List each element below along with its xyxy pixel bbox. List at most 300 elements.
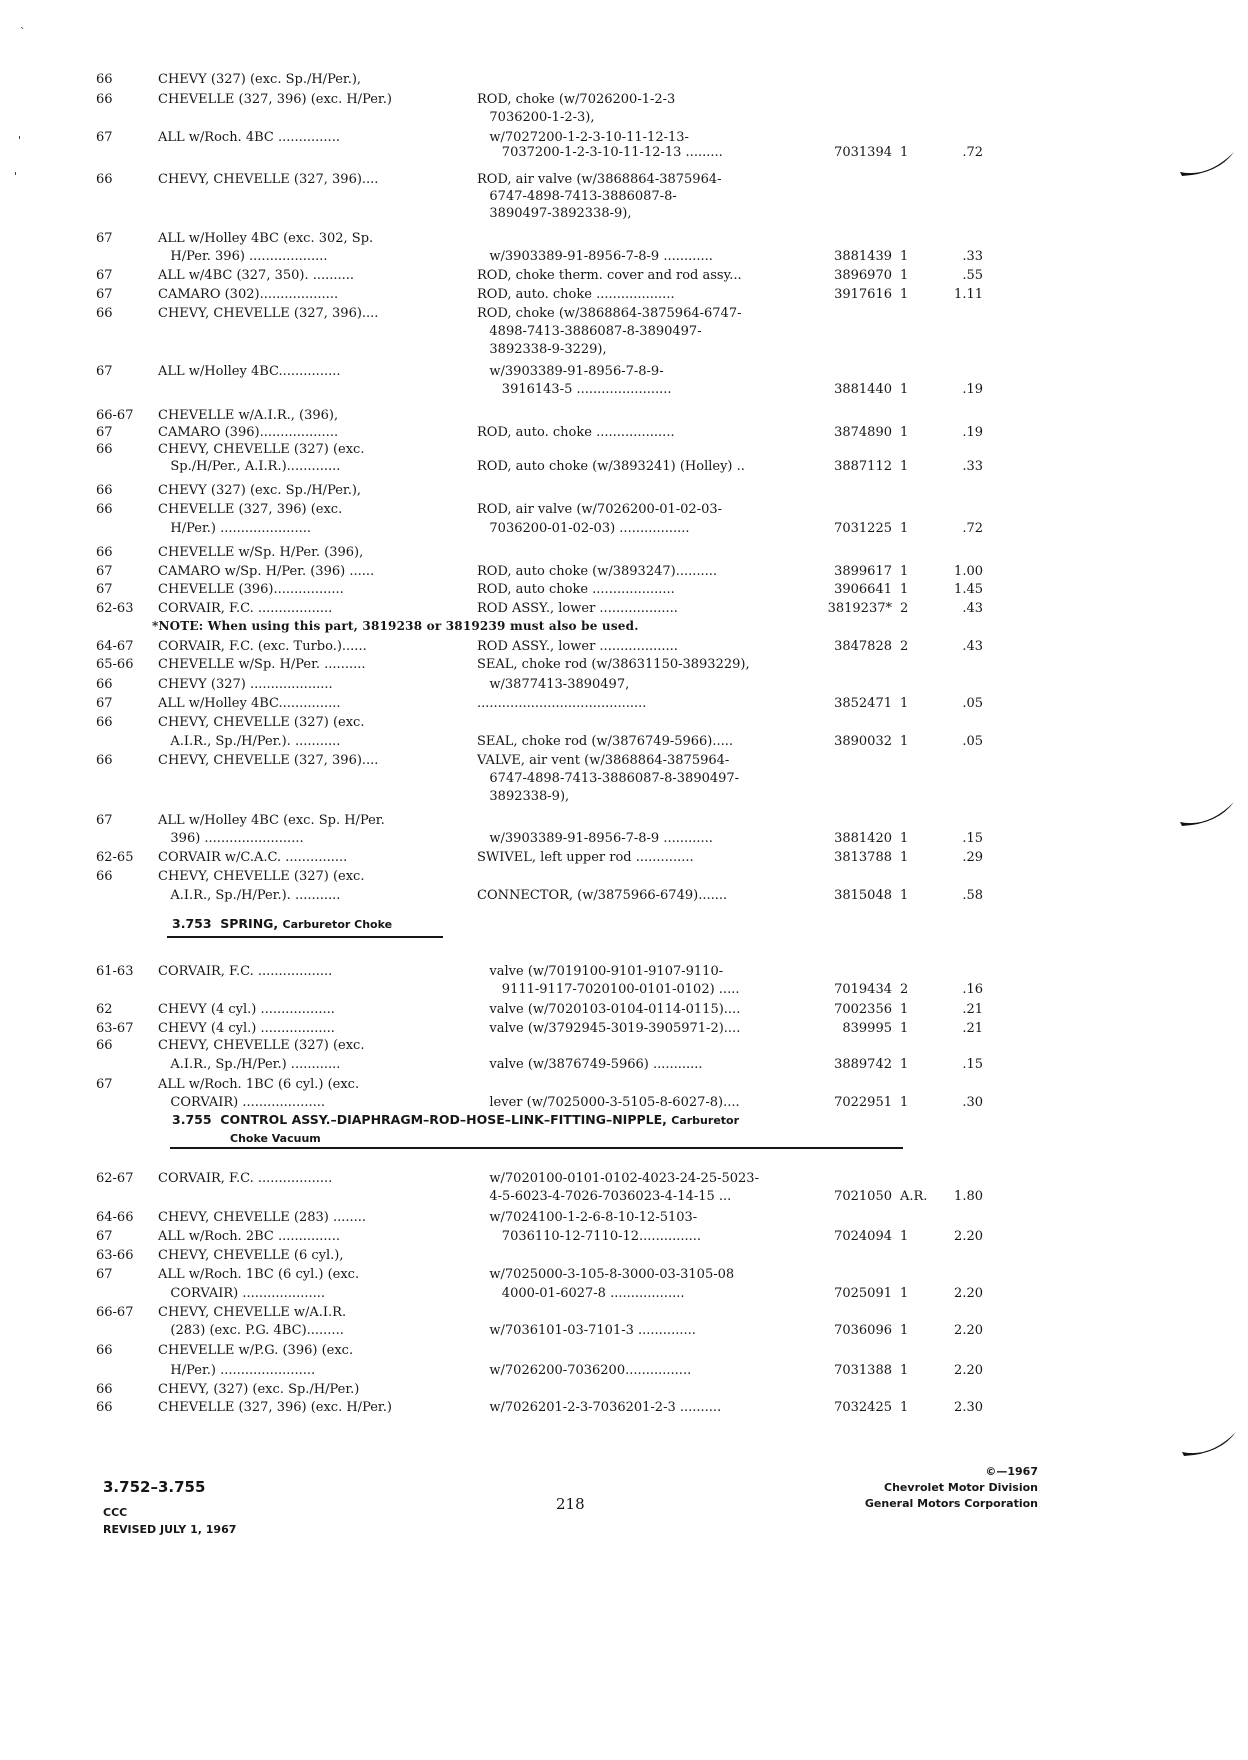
cell-model: CORVAIR w/C.A.C. ............... <box>158 850 348 865</box>
cell-price: 1.45 <box>954 582 983 597</box>
cell-part: 3889742 <box>834 1057 892 1072</box>
footer-code: CCC <box>103 1506 128 1519</box>
table-row <box>0 519 1248 539</box>
cell-part: 3881420 <box>834 831 892 846</box>
section-subtitle-cont: Choke Vacuum <box>230 1132 321 1145</box>
cell-model: 396) ........................ <box>158 831 304 846</box>
cell-desc: w/7024100-1-2-6-8-10-12-5103- <box>477 1210 698 1225</box>
cell-desc: 4898-7413-3886087-8-3890497- <box>477 324 702 339</box>
cell-desc: 7036110-12-7110-12............... <box>477 1229 702 1244</box>
page-number: 218 <box>556 1495 585 1513</box>
cell-model: CHEVY, CHEVELLE (327) (exc. <box>158 442 365 457</box>
cell-model: CHEVY, CHEVELLE (327, 396).... <box>158 306 379 321</box>
section-title: SPRING, <box>220 916 279 931</box>
cell-model: CHEVY (327) (exc. Sp./H/Per.), <box>158 72 362 87</box>
table-row <box>0 1303 1248 1323</box>
cell-price: .33 <box>962 459 983 474</box>
cell-price: 2.30 <box>954 1400 983 1415</box>
cell-qty: 1 <box>900 1286 909 1301</box>
table-row <box>0 204 1248 224</box>
cell-part: 3847828 <box>834 639 892 654</box>
cell-desc: 3916143-5 ....................... <box>477 382 672 397</box>
cell-qty: 1 <box>900 425 909 440</box>
cell-year: 62-67 <box>96 1171 134 1186</box>
table-row <box>0 1284 1248 1304</box>
cell-part: 7031225 <box>834 521 892 536</box>
table-row <box>0 1398 1248 1418</box>
cell-price: .43 <box>962 639 983 654</box>
cell-qty: 1 <box>900 831 909 846</box>
section-subtitle: Carburetor <box>671 1114 740 1127</box>
cell-desc: ROD, choke therm. cover and rod assy... <box>477 268 742 283</box>
scan-speck: ' <box>14 170 18 183</box>
cell-desc: 9111-9117-7020100-0101-0102) ..... <box>477 982 740 997</box>
table-row <box>0 886 1248 906</box>
cell-desc: CONNECTOR, (w/3875966-6749)....... <box>477 888 728 903</box>
table-row <box>0 848 1248 868</box>
cell-model: ALL w/Roch. 1BC (6 cyl.) (exc. <box>158 1077 360 1092</box>
cell-price: 2.20 <box>954 1286 983 1301</box>
cell-model: ALL w/4BC (327, 350). .......... <box>158 268 355 283</box>
section-underline <box>170 1147 903 1149</box>
cell-model: CAMARO (396)................... <box>158 425 339 440</box>
cell-model: CHEVY (4 cyl.) .................. <box>158 1021 335 1036</box>
cell-qty: 1 <box>900 582 909 597</box>
scan-speck: ` <box>20 26 26 39</box>
cell-desc: w/3903389-91-8956-7-8-9 ............ <box>477 831 713 846</box>
cell-model: CHEVY, (327) (exc. Sp./H/Per.) <box>158 1382 360 1397</box>
cell-desc: ROD, choke (w/3868864-3875964-6747- <box>477 306 742 321</box>
cell-qty: 1 <box>900 459 909 474</box>
cell-part: 3852471 <box>834 696 892 711</box>
cell-price: .05 <box>962 696 983 711</box>
cell-qty: 1 <box>900 287 909 302</box>
cell-price: .21 <box>962 1021 983 1036</box>
scan-speck: ' <box>18 134 22 147</box>
table-row <box>0 143 1248 163</box>
table-row <box>0 90 1248 110</box>
cell-qty: 1 <box>900 888 909 903</box>
cell-year: 65-66 <box>96 657 134 672</box>
cell-model: H/Per. 396) ................... <box>158 249 328 264</box>
binder-mark-icon <box>1178 148 1238 182</box>
cell-model: ALL w/Roch. 2BC ............... <box>158 1229 340 1244</box>
table-row <box>0 380 1248 400</box>
cell-price: 1.11 <box>954 287 983 302</box>
table-row <box>0 562 1248 582</box>
cell-price: .30 <box>962 1095 983 1110</box>
cell-part: 3887112 <box>834 459 892 474</box>
usage-note <box>0 616 1248 636</box>
cell-model: ALL w/Holley 4BC............... <box>158 364 341 379</box>
table-row <box>0 500 1248 520</box>
cell-model: CAMARO w/Sp. H/Per. (396) ...... <box>158 564 375 579</box>
cell-year: 66-67 <box>96 408 134 423</box>
cell-year: 66 <box>96 172 113 187</box>
cell-part: 7025091 <box>834 1286 892 1301</box>
cell-model: CAMARO (302)................... <box>158 287 339 302</box>
table-row <box>0 362 1248 382</box>
cell-model: ALL w/Roch. 1BC (6 cyl.) (exc. <box>158 1267 360 1282</box>
cell-part: 3881440 <box>834 382 892 397</box>
cell-year: 67 <box>96 268 113 283</box>
cell-part: 3906641 <box>834 582 892 597</box>
cell-desc: valve (w/3792945-3019-3905971-2).... <box>477 1021 741 1036</box>
cell-desc: w/3877413-3890497, <box>477 677 630 692</box>
cell-qty: 1 <box>900 734 909 749</box>
cell-year: 62-63 <box>96 601 134 616</box>
cell-price: .15 <box>962 831 983 846</box>
section-heading-3755 <box>172 1111 739 1130</box>
footer-section-range: 3.752–3.755 <box>103 1478 206 1496</box>
table-row <box>0 247 1248 267</box>
cell-desc: ROD, auto choke (w/3893241) (Holley) .. <box>477 459 745 474</box>
cell-desc: w/7025000-3-105-8-3000-03-3105-08 <box>477 1267 735 1282</box>
cell-desc: ROD, auto. choke ................... <box>477 287 675 302</box>
cell-model: CHEVELLE (396)................. <box>158 582 344 597</box>
cell-model: CORVAIR, F.C. (exc. Turbo.)...... <box>158 639 367 654</box>
cell-model: CHEVY, CHEVELLE (327, 396).... <box>158 753 379 768</box>
table-row <box>0 811 1248 831</box>
cell-price: 2.20 <box>954 1363 983 1378</box>
table-row <box>0 543 1248 563</box>
cell-desc: ROD, auto. choke ................... <box>477 425 675 440</box>
cell-desc: w/7020100-0101-0102-4023-24-25-5023- <box>477 1171 759 1186</box>
table-row <box>0 1361 1248 1381</box>
section-number: 3.755 <box>172 1112 212 1127</box>
cell-year: 67 <box>96 425 113 440</box>
cell-model: H/Per.) ...................... <box>158 521 312 536</box>
cell-part: 3890032 <box>834 734 892 749</box>
table-row <box>0 1187 1248 1207</box>
table-row <box>0 108 1248 128</box>
cell-part: 3819237* <box>827 601 892 616</box>
cell-qty: 1 <box>900 382 909 397</box>
cell-qty: 1 <box>900 521 909 536</box>
cell-year: 63-66 <box>96 1248 134 1263</box>
cell-qty: 1 <box>900 1021 909 1036</box>
cell-qty: 1 <box>900 1229 909 1244</box>
table-row <box>0 1036 1248 1056</box>
cell-price: .19 <box>962 382 983 397</box>
cell-desc: ROD, auto choke (w/3893247).......... <box>477 564 718 579</box>
cell-part: 7031388 <box>834 1363 892 1378</box>
table-row <box>0 751 1248 771</box>
table-row <box>0 1246 1248 1266</box>
cell-year: 66 <box>96 442 113 457</box>
table-row <box>0 962 1248 982</box>
table-row <box>0 1093 1248 1113</box>
cell-desc: w/3903389-91-8956-7-8-9- <box>477 364 664 379</box>
table-row <box>0 867 1248 887</box>
cell-price: .19 <box>962 425 983 440</box>
cell-part: 7021050 <box>834 1189 892 1204</box>
table-row <box>0 481 1248 501</box>
cell-year: 62-65 <box>96 850 134 865</box>
cell-year: 66 <box>96 72 113 87</box>
cell-model: CHEVY, CHEVELLE (327) (exc. <box>158 1038 365 1053</box>
table-row <box>0 340 1248 360</box>
cell-part: 7036096 <box>834 1323 892 1338</box>
cell-desc: lever (w/7025000-3-5105-8-6027-8).... <box>477 1095 740 1110</box>
cell-year: 66 <box>96 545 113 560</box>
cell-desc: 3890497-3892338-9), <box>477 206 632 221</box>
table-row <box>0 229 1248 249</box>
cell-qty: 1 <box>900 564 909 579</box>
section-title: CONTROL ASSY.–DIAPHRAGM–ROD–HOSE–LINK–FITTING–NIPPLE, <box>220 1112 667 1127</box>
cell-price: 1.00 <box>954 564 983 579</box>
footer-corporation: General Motors Corporation <box>864 1497 1038 1510</box>
table-row <box>0 457 1248 477</box>
cell-model: H/Per.) ....................... <box>158 1363 316 1378</box>
section-underline <box>167 936 443 938</box>
cell-model: CORVAIR) .................... <box>158 1286 325 1301</box>
cell-price: 1.80 <box>954 1189 983 1204</box>
cell-qty: 1 <box>900 249 909 264</box>
table-row <box>0 1380 1248 1400</box>
cell-part: 7031394 <box>834 145 892 160</box>
cell-part: 3917616 <box>834 287 892 302</box>
table-row <box>0 1075 1248 1095</box>
cell-part: 3896970 <box>834 268 892 283</box>
cell-qty: A.R. <box>900 1189 928 1204</box>
cell-model: CHEVY, CHEVELLE (327, 396).... <box>158 172 379 187</box>
cell-desc: ROD ASSY., lower ................... <box>477 639 678 654</box>
cell-year: 66 <box>96 1343 113 1358</box>
cell-part: 7022951 <box>834 1095 892 1110</box>
cell-year: 66 <box>96 1400 113 1415</box>
cell-model: A.I.R., Sp./H/Per.). ........... <box>158 734 341 749</box>
cell-desc: 7036200-01-02-03) ................. <box>477 521 690 536</box>
cell-desc: 6747-4898-7413-3886087-8-3890497- <box>477 771 740 786</box>
table-row <box>0 1169 1248 1189</box>
cell-year: 62 <box>96 1002 113 1017</box>
cell-desc: 4000-01-6027-8 .................. <box>477 1286 685 1301</box>
cell-model: ALL w/Holley 4BC............... <box>158 696 341 711</box>
cell-model: CHEVELLE w/A.I.R., (396), <box>158 408 339 423</box>
cell-price: 2.20 <box>954 1323 983 1338</box>
cell-year: 67 <box>96 582 113 597</box>
table-row <box>0 1227 1248 1247</box>
cell-year: 66 <box>96 677 113 692</box>
table-row <box>0 70 1248 90</box>
cell-desc: 3892338-9), <box>477 789 570 804</box>
cell-price: .33 <box>962 249 983 264</box>
cell-year: 67 <box>96 287 113 302</box>
cell-model: CHEVELLE w/P.G. (396) (exc. <box>158 1343 354 1358</box>
cell-model: CHEVELLE w/Sp. H/Per. .......... <box>158 657 366 672</box>
cell-price: 2.20 <box>954 1229 983 1244</box>
cell-price: .16 <box>962 982 983 997</box>
cell-qty: 2 <box>900 639 909 654</box>
binder-mark-icon <box>1180 1428 1240 1462</box>
cell-qty: 1 <box>900 268 909 283</box>
cell-desc: 4-5-6023-4-7026-7036023-4-14-15 ... <box>477 1189 732 1204</box>
cell-model: CHEVELLE (327, 396) (exc. H/Per.) <box>158 1400 392 1415</box>
table-row <box>0 787 1248 807</box>
cell-year: 66 <box>96 483 113 498</box>
table-row <box>0 1321 1248 1341</box>
cell-model: ALL w/Holley 4BC (exc. Sp. H/Per. <box>158 813 385 828</box>
table-row <box>0 304 1248 324</box>
cell-year: 67 <box>96 564 113 579</box>
cell-price: .21 <box>962 1002 983 1017</box>
cell-part: 7019434 <box>834 982 892 997</box>
cell-qty: 1 <box>900 1095 909 1110</box>
cell-model: CORVAIR, F.C. .................. <box>158 601 333 616</box>
table-row <box>0 1000 1248 1020</box>
cell-desc: w/7026200-7036200................ <box>477 1363 692 1378</box>
cell-year: 66 <box>96 753 113 768</box>
cell-desc: w/7036101-03-7101-3 .............. <box>477 1323 696 1338</box>
cell-qty: 1 <box>900 1323 909 1338</box>
cell-year: 66 <box>96 1038 113 1053</box>
cell-year: 66 <box>96 869 113 884</box>
section-heading-3753 <box>172 915 392 934</box>
cell-model: CHEVELLE (327, 396) (exc. H/Per.) <box>158 92 392 107</box>
cell-model: A.I.R., Sp./H/Per.) ............ <box>158 1057 341 1072</box>
cell-year: 66 <box>96 502 113 517</box>
table-row <box>0 769 1248 789</box>
cell-year: 67 <box>96 1077 113 1092</box>
table-row <box>0 285 1248 305</box>
cell-qty: 1 <box>900 850 909 865</box>
cell-part: 3874890 <box>834 425 892 440</box>
table-row <box>0 1265 1248 1285</box>
binder-mark-icon <box>1178 798 1238 832</box>
cell-price: .43 <box>962 601 983 616</box>
cell-model: CHEVELLE w/Sp. H/Per. (396), <box>158 545 364 560</box>
cell-desc: w/7026201-2-3-7036201-2-3 .......... <box>477 1400 722 1415</box>
cell-year: 67 <box>96 696 113 711</box>
footer-revised: REVISED JULY 1, 1967 <box>103 1523 237 1536</box>
cell-desc: ROD, air valve (w/7026200-01-02-03- <box>477 502 723 517</box>
cell-price: .72 <box>962 145 983 160</box>
cell-year: 66 <box>96 306 113 321</box>
cell-desc: ROD, auto choke .................... <box>477 582 675 597</box>
table-row <box>0 829 1248 849</box>
cell-year: 67 <box>96 1229 113 1244</box>
cell-part: 3813788 <box>834 850 892 865</box>
cell-year: 67 <box>96 130 113 145</box>
cell-model: CHEVY, CHEVELLE (327) (exc. <box>158 715 365 730</box>
cell-desc: SEAL, choke rod (w/38631150-3893229), <box>477 657 750 672</box>
table-row <box>0 675 1248 695</box>
cell-desc: valve (w/7019100-9101-9107-9110- <box>477 964 724 979</box>
cell-price: .55 <box>962 268 983 283</box>
cell-qty: 1 <box>900 1002 909 1017</box>
table-row <box>0 694 1248 714</box>
table-row <box>0 732 1248 752</box>
table-row <box>0 322 1248 342</box>
cell-model: Sp./H/Per., A.I.R.)............. <box>158 459 341 474</box>
cell-part: 7002356 <box>834 1002 892 1017</box>
cell-price: .72 <box>962 521 983 536</box>
cell-model: ALL w/Roch. 4BC ............... <box>158 130 340 145</box>
cell-model: CHEVY (327) (exc. Sp./H/Per.), <box>158 483 362 498</box>
cell-desc: valve (w/3876749-5966) ............ <box>477 1057 703 1072</box>
table-row <box>0 1341 1248 1361</box>
cell-desc: ROD, air valve (w/3868864-3875964- <box>477 172 722 187</box>
section-heading-3755-cont <box>230 1129 321 1148</box>
table-row <box>0 980 1248 1000</box>
cell-year: 66 <box>96 715 113 730</box>
table-row <box>0 637 1248 657</box>
cell-part: 839995 <box>842 1021 892 1036</box>
cell-year: 67 <box>96 231 113 246</box>
section-number: 3.753 <box>172 916 212 931</box>
cell-price: .15 <box>962 1057 983 1072</box>
cell-qty: 2 <box>900 601 909 616</box>
cell-part: 3815048 <box>834 888 892 903</box>
cell-model: CHEVY (4 cyl.) .................. <box>158 1002 335 1017</box>
cell-year: 61-63 <box>96 964 134 979</box>
cell-price: .05 <box>962 734 983 749</box>
cell-year: 66 <box>96 1382 113 1397</box>
table-row <box>0 580 1248 600</box>
cell-desc: valve (w/7020103-0104-0114-0115).... <box>477 1002 741 1017</box>
cell-model: CHEVY, CHEVELLE (327) (exc. <box>158 869 365 884</box>
table-row <box>0 713 1248 733</box>
cell-price: .58 <box>962 888 983 903</box>
cell-model: CHEVY, CHEVELLE (283) ........ <box>158 1210 367 1225</box>
cell-model: CHEVELLE (327, 396) (exc. <box>158 502 343 517</box>
cell-model: CORVAIR, F.C. .................. <box>158 1171 333 1186</box>
cell-part: 3899617 <box>834 564 892 579</box>
cell-desc: 6747-4898-7413-3886087-8- <box>477 189 677 204</box>
footer-copyright: ©—1967 <box>985 1465 1038 1478</box>
cell-year: 63-67 <box>96 1021 134 1036</box>
cell-year: 67 <box>96 813 113 828</box>
cell-price: .29 <box>962 850 983 865</box>
cell-desc: ROD ASSY., lower ................... <box>477 601 678 616</box>
cell-year: 66 <box>96 92 113 107</box>
cell-model: CORVAIR, F.C. .................. <box>158 964 333 979</box>
cell-model: CHEVY, CHEVELLE (6 cyl.), <box>158 1248 344 1263</box>
cell-desc: SWIVEL, left upper rod .............. <box>477 850 694 865</box>
cell-model: A.I.R., Sp./H/Per.). ........... <box>158 888 341 903</box>
cell-qty: 1 <box>900 1400 909 1415</box>
cell-part: 7032425 <box>834 1400 892 1415</box>
cell-desc: ......................................... <box>477 696 647 711</box>
cell-year: 67 <box>96 364 113 379</box>
usage-note-text: *NOTE: When using this part, 3819238 or 3819239 must also be used. <box>152 619 639 633</box>
table-row <box>0 1055 1248 1075</box>
cell-desc: 7036200-1-2-3), <box>477 110 595 125</box>
footer-division: Chevrolet Motor Division <box>884 1481 1038 1494</box>
cell-year: 64-66 <box>96 1210 134 1225</box>
cell-model: ALL w/Holley 4BC (exc. 302, Sp. <box>158 231 374 246</box>
cell-part: 7024094 <box>834 1229 892 1244</box>
cell-part: 3881439 <box>834 249 892 264</box>
cell-desc: VALVE, air vent (w/3868864-3875964- <box>477 753 730 768</box>
cell-desc: SEAL, choke rod (w/3876749-5966)..... <box>477 734 734 749</box>
cell-qty: 2 <box>900 982 909 997</box>
cell-year: 64-67 <box>96 639 134 654</box>
section-subtitle: Carburetor Choke <box>282 918 393 931</box>
table-row <box>0 1208 1248 1228</box>
cell-desc: ROD, choke (w/7026200-1-2-3 <box>477 92 676 107</box>
table-row <box>0 655 1248 675</box>
cell-model: CHEVY, CHEVELLE w/A.I.R. <box>158 1305 347 1320</box>
cell-model: CORVAIR) .................... <box>158 1095 325 1110</box>
cell-model: CHEVY (327) .................... <box>158 677 333 692</box>
cell-qty: 1 <box>900 1363 909 1378</box>
cell-year: 66-67 <box>96 1305 134 1320</box>
cell-desc: 7037200-1-2-3-10-11-12-13 ......... <box>477 145 723 160</box>
cell-desc: 3892338-9-3229), <box>477 342 607 357</box>
cell-desc: w/7027200-1-2-3-10-11-12-13- <box>477 130 689 145</box>
